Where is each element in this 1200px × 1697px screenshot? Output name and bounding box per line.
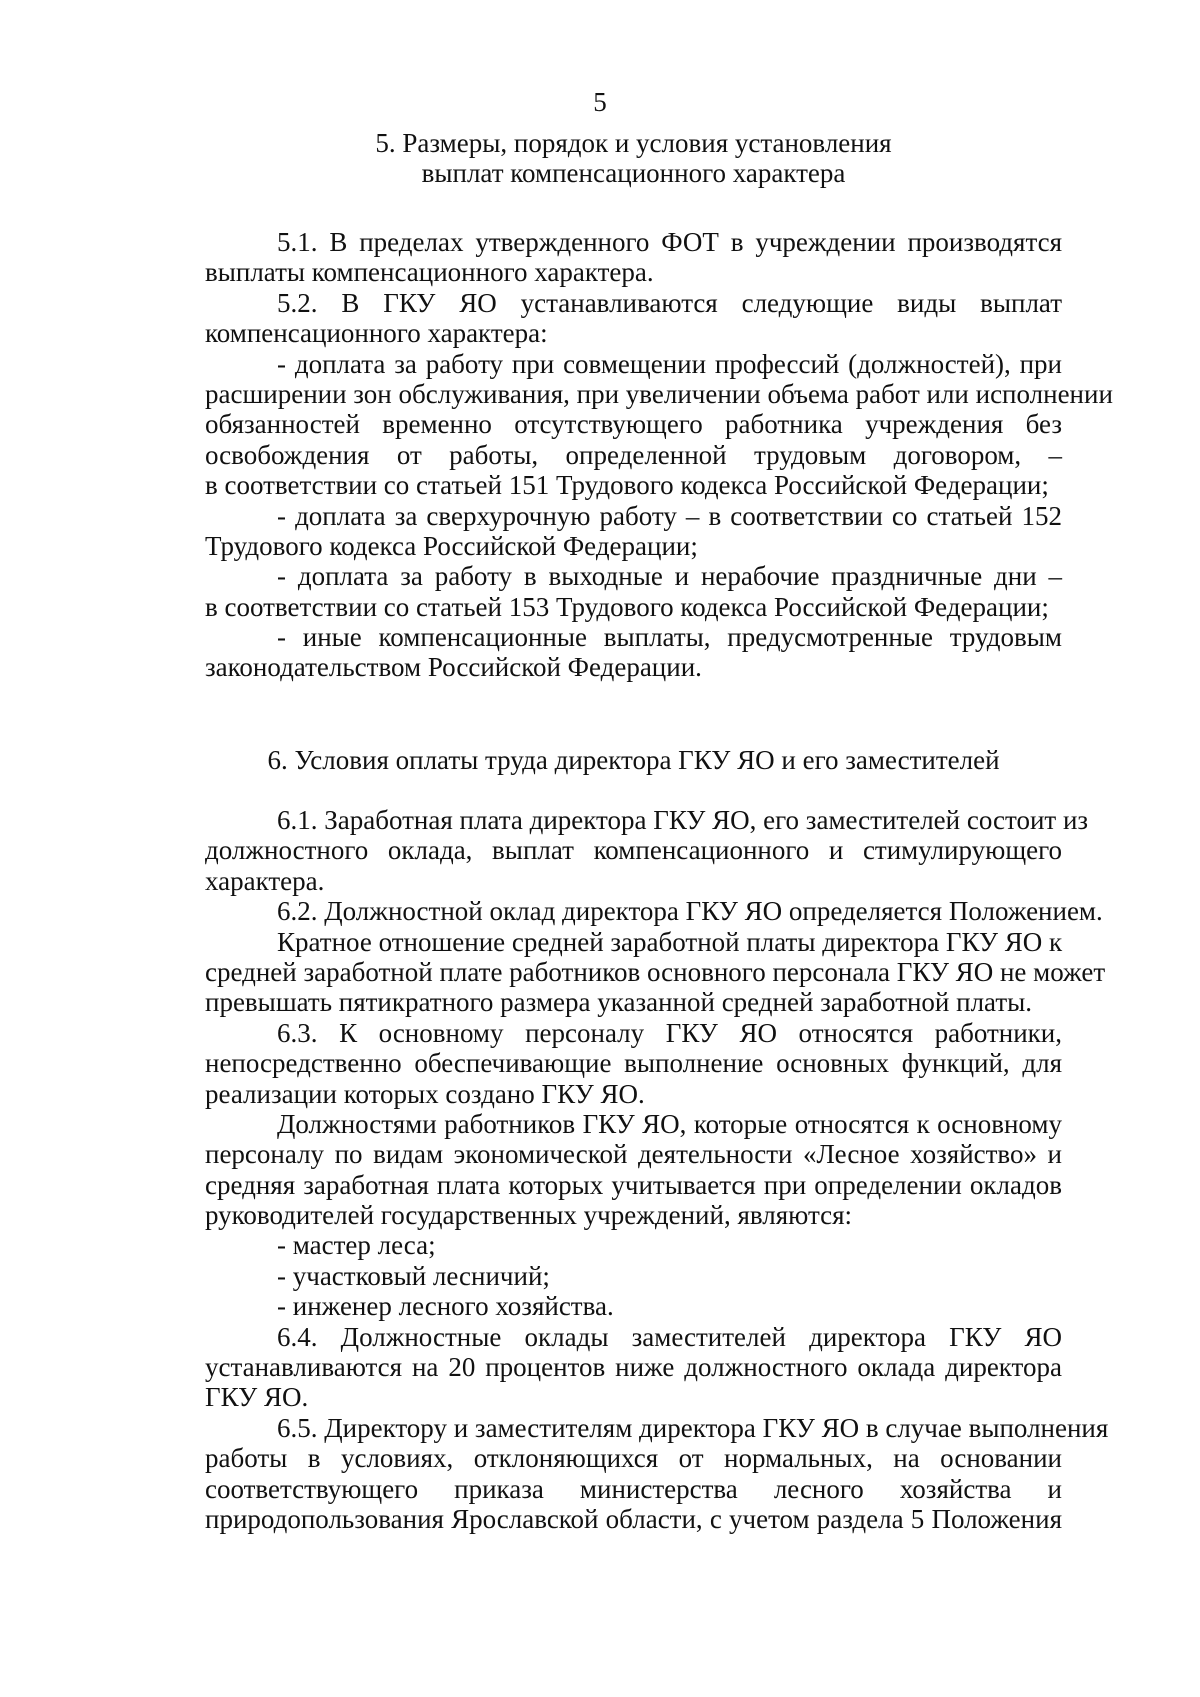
- text-line: 6.1. Заработная плата директора ГКУ ЯО, его заместителей состоит из: [277, 805, 1089, 835]
- text-line: - инженер лесного хозяйства.: [277, 1291, 614, 1322]
- text-line: должностного оклада, выплат компенсационного и стимулирующего: [205, 835, 1062, 866]
- text-line: компенсационного характера:: [205, 318, 548, 349]
- text-line: персоналу по видам экономической деятельности «Лесное хозяйство» и: [205, 1139, 1062, 1170]
- text-line: - доплата за работу при совмещении профессий (должностей), при: [277, 348, 1062, 379]
- text-line: непосредственно обеспечивающие выполнение основных функций, для: [205, 1048, 1062, 1079]
- text-line: Трудового кодекса Российской Федерации;: [205, 530, 698, 561]
- section-6-body: [205, 805, 1109, 1534]
- section-5-body: [205, 227, 1113, 683]
- text-line: выплаты компенсационного характера.: [205, 257, 654, 288]
- text-line: Кратное отношение средней заработной платы директора ГКУ ЯО к: [277, 926, 1063, 957]
- text-line: превышать пятикратного размера указанной средней заработной платы.: [205, 987, 1033, 1018]
- text-line: реализации которых создано ГКУ ЯО.: [205, 1078, 645, 1109]
- text-line: обязанностей временно отсутствующего работника учреждения без: [205, 409, 1062, 440]
- section-5-heading-line-1: 5. Размеры, порядок и условия установления: [375, 128, 892, 158]
- text-line: в соответствии со статьей 151 Трудового кодекса Российской Федерации;: [205, 470, 1049, 501]
- text-line: - доплата за сверхурочную работу – в соответствии со статьей 152: [277, 500, 1062, 531]
- text-line: характера.: [205, 865, 325, 896]
- text-line: руководителей государственных учреждений, являются:: [205, 1200, 853, 1231]
- text-line: Должностями работников ГКУ ЯО, которые относятся к основному: [277, 1108, 1062, 1139]
- text-line: - доплата за работу в выходные и нерабочие праздничные дни –: [277, 561, 1062, 592]
- text-line: устанавливаются на 20 процентов ниже должностного оклада директора: [205, 1352, 1062, 1383]
- text-line: - иные компенсационные выплаты, предусмотренные трудовым: [277, 622, 1062, 653]
- text-line: 6.2. Должностной оклад директора ГКУ ЯО определяется Положением.: [277, 896, 1103, 927]
- text-line: 6.5. Директору и заместителям директора ГКУ ЯО в случае выполнения: [277, 1412, 1109, 1443]
- text-line: 5.1. В пределах утвержденного ФОТ в учреждении производятся: [277, 227, 1062, 257]
- text-line: 5.2. В ГКУ ЯО устанавливаются следующие виды выплат: [277, 287, 1062, 318]
- section-5-heading: [205, 128, 1062, 189]
- text-line: природопользования Ярославской области, с учетом раздела 5 Положения: [205, 1503, 1062, 1534]
- text-line: 6.3. К основному персоналу ГКУ ЯО относятся работники,: [277, 1017, 1062, 1048]
- text-line: - мастер леса;: [277, 1230, 436, 1261]
- text-line: средней заработной плате работников основного персонала ГКУ ЯО не может: [205, 956, 1106, 987]
- text-line: ГКУ ЯО.: [205, 1382, 309, 1413]
- text-line: расширении зон обслуживания, при увеличении объема работ или исполнении: [205, 378, 1113, 409]
- section-6-heading-line: 6. Условия оплаты труда директора ГКУ ЯО и его заместителей: [267, 745, 1000, 775]
- page-number: 5: [593, 87, 607, 117]
- text-line: соответствующего приказа министерства лесного хозяйства и: [205, 1473, 1062, 1504]
- text-line: освобождения от работы, определенной трудовым договором, –: [205, 439, 1062, 470]
- text-line: в соответствии со статьей 153 Трудового кодекса Российской Федерации;: [205, 591, 1049, 622]
- text-line: 6.4. Должностные оклады заместителей директора ГКУ ЯО: [277, 1321, 1062, 1352]
- text-line: законодательством Российской Федерации.: [205, 652, 702, 683]
- section-5-heading-line-2: выплат компенсационного характера: [421, 158, 846, 189]
- text-line: - участковый лесничий;: [277, 1260, 550, 1291]
- text-line: средняя заработная плата которых учитывается при определении окладов: [205, 1169, 1062, 1200]
- text-line: работы в условиях, отклоняющихся от нормальных, на основании: [205, 1443, 1062, 1474]
- section-6-heading: [205, 745, 1062, 775]
